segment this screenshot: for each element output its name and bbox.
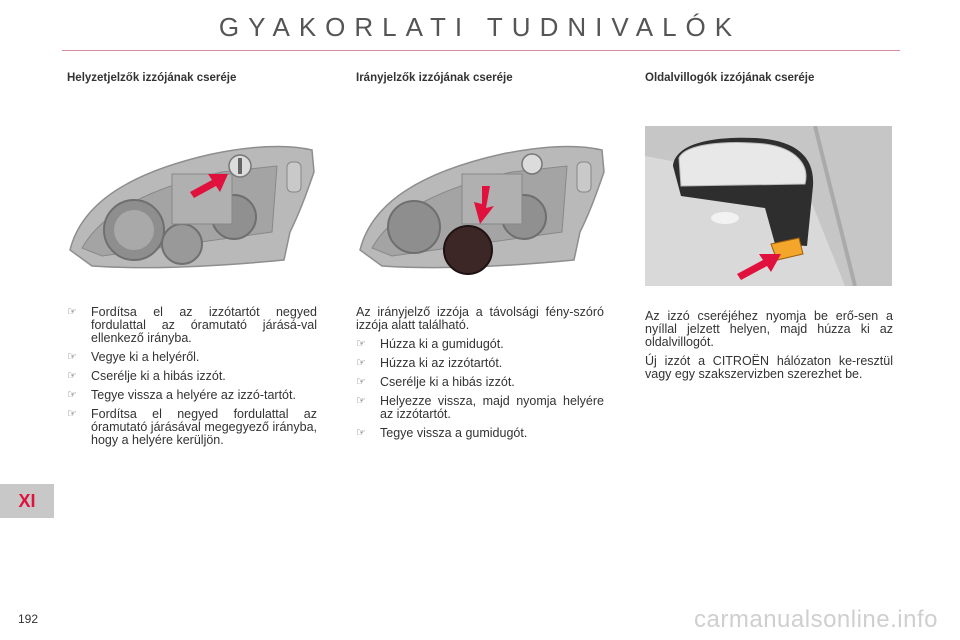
section-3-paragraph: Új izzót a CITROËN hálózaton ke-resztül vagy egy szakszervizben szerezhet be. bbox=[645, 354, 893, 381]
list-item: ☞ Tegye vissza a gumidugót. bbox=[356, 426, 528, 440]
section-1-steps bbox=[67, 306, 317, 447]
pointing-hand-icon: ☞ bbox=[67, 389, 77, 401]
watermark: carmanualsonline.info bbox=[694, 606, 938, 633]
chapter-label: XI bbox=[18, 490, 36, 511]
side-mirror-indicator-illustration bbox=[645, 126, 892, 286]
section-2-intro: Az irányjelző izzója a távolsági fény-szóró izzója alatt található. bbox=[356, 305, 604, 332]
section-3-column bbox=[645, 72, 893, 84]
list-item: ☞ Vegye ki a helyéről. bbox=[67, 350, 200, 364]
list-item: ☞ Fordítsa el negyed fordulattal az óramutató járásával megegyező irányba, hogy a helyére kerüljön. bbox=[67, 407, 317, 447]
page-number: 192 bbox=[18, 612, 39, 626]
pointing-hand-icon: ☞ bbox=[67, 408, 77, 420]
section-3-paragraph: Az izzó cseréjéhez nyomja be erő-sen a nyíllal jelzett helyen, majd húzza ki az oldalvillogót. bbox=[645, 309, 893, 349]
section-2-body bbox=[356, 306, 604, 446]
section-1-heading: Helyzetjelzők izzójának cseréje bbox=[67, 72, 237, 84]
pointing-hand-icon: ☞ bbox=[356, 395, 366, 407]
list-item: ☞ Fordítsa el az izzótartót negyed fordulattal az óramutató járásá-val ellenkező irányba. bbox=[67, 305, 317, 345]
list-item: ☞ Tegye vissza a helyére az izzó-tartót. bbox=[67, 388, 296, 402]
pointing-hand-icon: ☞ bbox=[356, 338, 366, 350]
section-3-heading: Oldalvillogók izzójának cseréje bbox=[645, 72, 815, 84]
section-1-body bbox=[67, 306, 317, 453]
pointing-hand-icon: ☞ bbox=[356, 376, 366, 388]
headlamp-turn-signal-illustration bbox=[352, 132, 614, 282]
section-2-column bbox=[356, 72, 608, 84]
title-divider bbox=[62, 50, 900, 51]
pointing-hand-icon: ☞ bbox=[356, 357, 366, 369]
headlamp-position-light-illustration bbox=[62, 132, 324, 282]
section-1-column bbox=[67, 72, 319, 84]
list-item: ☞ Helyezze vissza, majd nyomja helyére az izzótartót. bbox=[356, 394, 604, 421]
pointing-hand-icon: ☞ bbox=[67, 351, 77, 363]
list-item: ☞ Húzza ki az izzótartót. bbox=[356, 356, 503, 370]
section-3-body bbox=[645, 310, 893, 387]
pointing-hand-icon: ☞ bbox=[67, 370, 77, 382]
list-item: ☞ Cserélje ki a hibás izzót. bbox=[356, 375, 515, 389]
pointing-hand-icon: ☞ bbox=[67, 306, 77, 318]
list-item: ☞ Cserélje ki a hibás izzót. bbox=[67, 369, 226, 383]
page-title: GYAKORLATI TUDNIVALÓK bbox=[218, 12, 742, 42]
pointing-hand-icon: ☞ bbox=[356, 427, 366, 439]
chapter-tab bbox=[0, 484, 54, 518]
section-2-heading: Irányjelzők izzójának cseréje bbox=[356, 72, 513, 84]
section-2-steps bbox=[356, 338, 604, 440]
list-item: ☞ Húzza ki a gumidugót. bbox=[356, 337, 504, 351]
